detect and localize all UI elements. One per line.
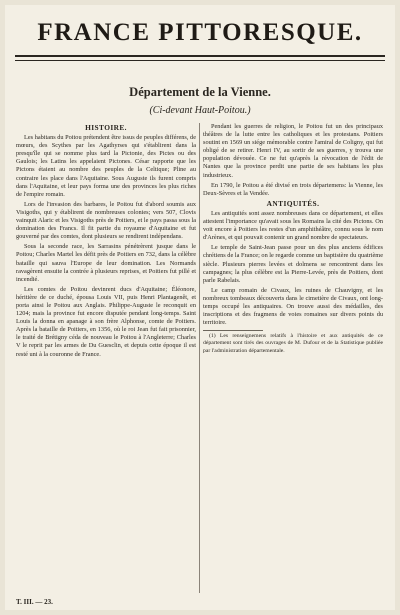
paragraph: Les antiquités sont assez nombreuses dans ce département, et elles attestent l'importance qu'avait sous les Romains la cité des Pictons. On voit encore à Poitiers les restes d'un amphithéâtre, connu sous le nom d'Arènes, et qui pouvait contenir un grand nombre de spectateurs. (203, 209, 383, 242)
section-heading-antiquites: ANTIQUITÉS. (266, 198, 320, 208)
paragraph: Les habitans du Poitou prétendent être issus de peuples différens, de mœurs, des Scythes par les Agathyrses qui s'établirent dans la presqu'île qui se nomme plus tard la Pictonie, des Pictes ou des Gaulois; les Latins les appelaient Pictones. César rapporte que les Pictons étaient au nombre des peuples de la Celtique; Pline au contraire les place dans l'Aquitaine. Sous Auguste ils furent compris dans l'Aquitaine, et leur pays forma une des provinces les plus riches de l'empire romain. (16, 134, 196, 198)
footnote: (1) Les renseignemens relatifs à l'histoire et aux antiquités de ce département sont tirés des ouvrages de M. Dufour et de la Statistique publiée par l'administration départementale. (203, 333, 383, 354)
masthead-title: FRANCE PITTORESQUE. (37, 19, 363, 46)
page (5, 5, 395, 610)
right-column (203, 123, 383, 593)
signature-mark: T. III. — 23. (16, 598, 53, 606)
footnote-rule (203, 330, 263, 331)
department-title: Département de la Vienne. (129, 85, 271, 99)
paragraph: Sous la seconde race, les Sarrasins pénétrèrent jusque dans le Poitou; Charles Martel les défit près de Poitiers en 732, dans la célèbre bataille qui sauva l'Europe de leur domination. Les Normands ravagèrent ensuite la contrée à plusieurs reprises, et Poitiers fut pillé et incendié. (16, 243, 196, 283)
department-subtitle: (Ci-devant Haut-Poitou.) (149, 105, 251, 116)
column-divider (199, 123, 200, 593)
paragraph: Pendant les guerres de religion, le Poitou fut un des principaux théâtres de la lutte entre les catholiques et les protestans. Poitiers soutint en 1569 un siége mémorable contre l'amiral de Coligny, qui fut obligé de se retirer. Henri IV, au sortir de ses guerres, y trouva une population dévouée. Ce ne fut qu'après la révocation de l'édit de Nantes que la province perdit une partie de ses habitans les plus industrieux. (203, 123, 383, 179)
section-heading-histoire: HISTOIRE. (85, 123, 127, 132)
paragraph: En 1790, le Poitou a été divisé en trois départemens: la Vienne, les Deux-Sèvres et la Vendée. (203, 181, 383, 197)
paragraph: Le temple de Saint-Jean passe pour un des plus anciens édifices chrétiens de la France; on le regarde comme un baptistère du quatrième siècle. Plusieurs pierres levées et dolmens se rencontrent dans les campagnes; la plus célèbre est la Pierre-Levée, près de Poitiers, dont parle Rabelais. (203, 244, 383, 284)
left-column (16, 123, 196, 593)
masthead-rule (15, 55, 385, 57)
paragraph: Le camp romain de Civaux, les ruines de Chauvigny, et les nombreux tombeaux découverts dans le cimetière de Civaux, ont long-temps occupé les antiquaires. On trouve aussi des médailles, des inscriptions et des fragmens de voies romaines sur divers points du territoire. (203, 286, 383, 327)
paragraph: Lors de l'invasion des barbares, le Poitou fut d'abord soumis aux Visigoths, qui y établirent de nombreuses colonies; vers 507, Clovis vainquit Alaric et les Visigoths près de Poitiers, et le pays passa sous la domination des Francs. Il fit partie du royaume d'Aquitaine et fut gouverné par des comtes, dont plusieurs se rendirent indépendans. (16, 200, 196, 241)
masthead-rule-thin (15, 60, 385, 61)
paragraph: Les comtes de Poitou devinrent ducs d'Aquitaine; Éléonore, héritière de ce duché, épousa Louis VII, puis Henri Plantagenêt, et porta ainsi le Poitou aux Anglais. Philippe-Auguste le reconquit en 1204; mais la province fut encore disputée pendant long-temps. Saint Louis la donna en apanage à son frère Alphonse, comte de Poitiers. Après la bataille de Poitiers, en 1356, où le roi Jean fut fait prisonnier, le traité de Brétigny céda de nouveau le Poitou à l'Angleterre; Charles V le reprit par les armes de Du Guesclin, et depuis cette époque il est resté uni à la couronne de France. (16, 285, 196, 358)
